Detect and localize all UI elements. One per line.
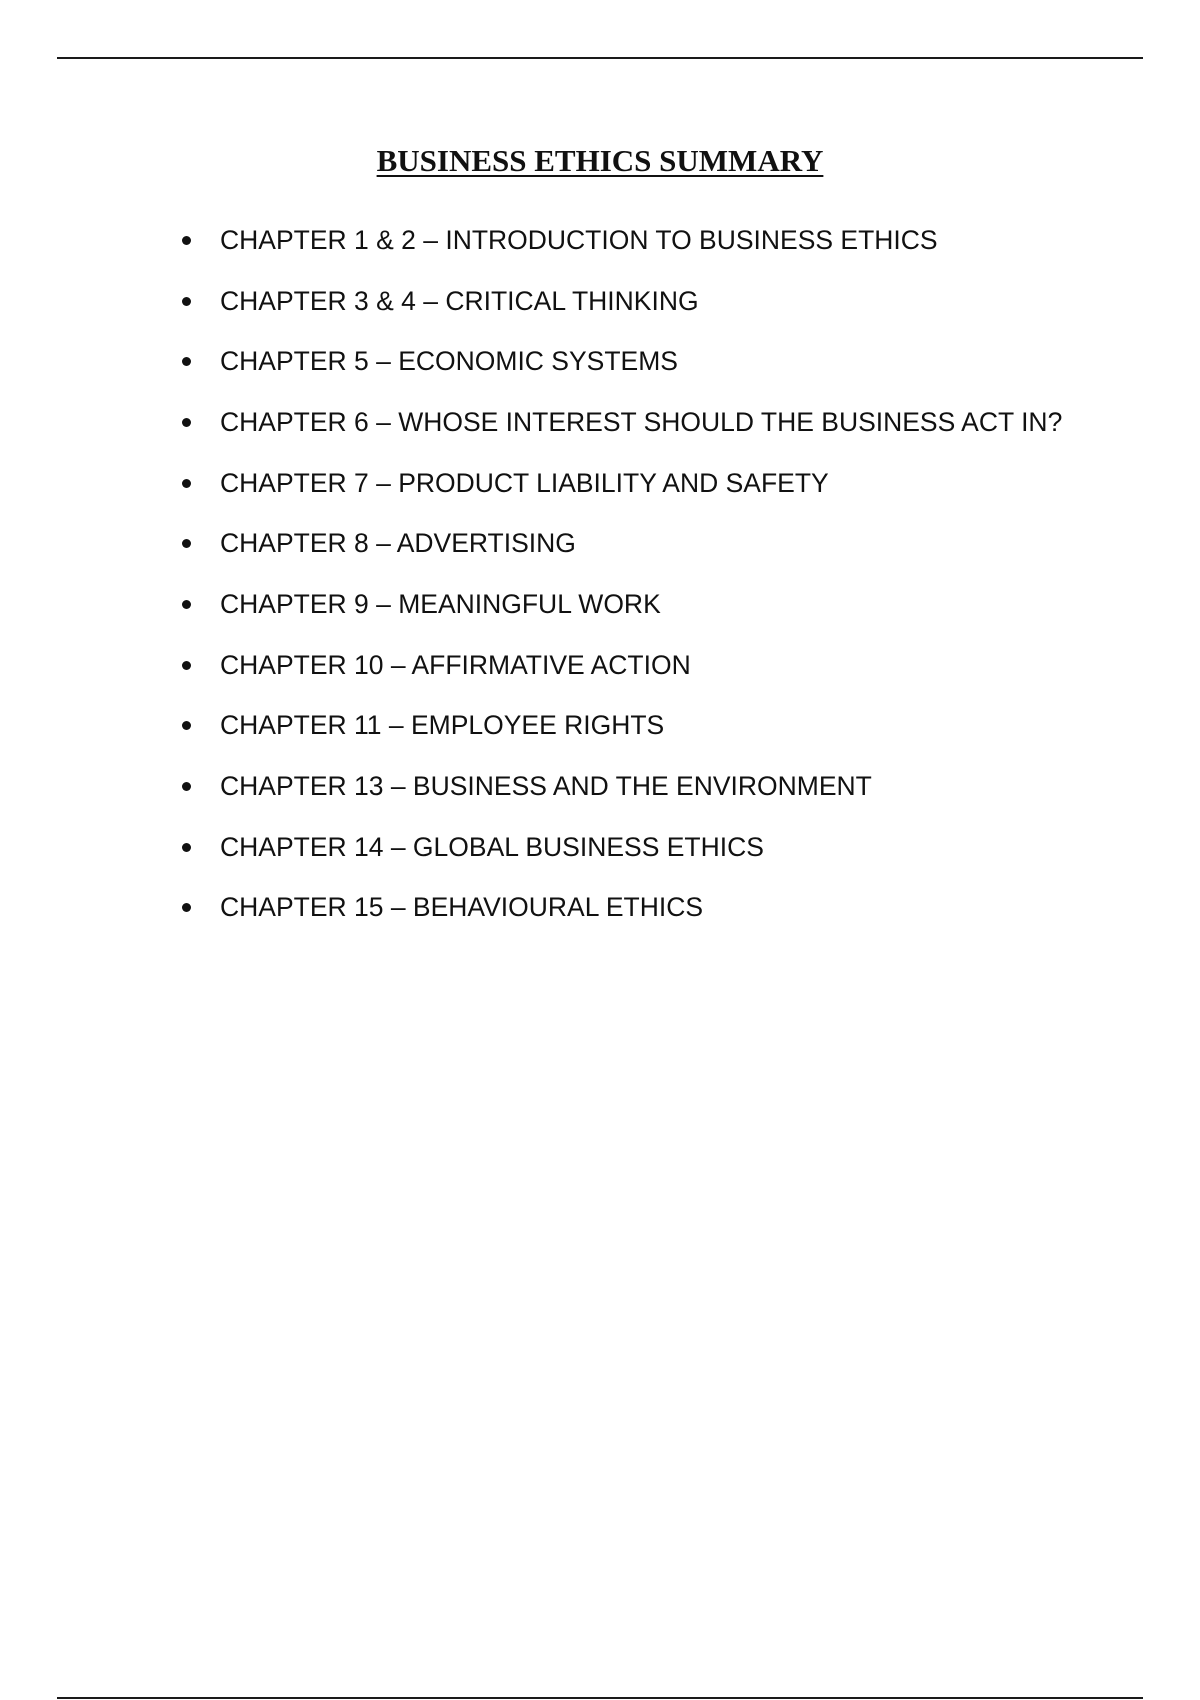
chapter-label: CHAPTER 9 – MEANINGFUL WORK xyxy=(220,588,661,619)
list-item xyxy=(180,756,1140,817)
list-item xyxy=(180,210,1140,271)
list-item xyxy=(180,635,1140,696)
page-title-text: BUSINESS ETHICS SUMMARY xyxy=(376,143,824,178)
page-title xyxy=(0,142,1200,180)
list-item xyxy=(180,271,1140,332)
bullet-icon xyxy=(182,357,191,366)
list-item xyxy=(180,453,1140,514)
chapter-label: CHAPTER 10 – AFFIRMATIVE ACTION xyxy=(220,649,691,680)
chapter-label: CHAPTER 3 & 4 – CRITICAL THINKING xyxy=(220,285,699,316)
list-item xyxy=(180,817,1140,878)
chapter-label: CHAPTER 7 – PRODUCT LIABILITY AND SAFETY xyxy=(220,467,829,498)
chapter-label: CHAPTER 11 – EMPLOYEE RIGHTS xyxy=(220,710,665,741)
footer-rule xyxy=(57,1697,1143,1699)
header-rule xyxy=(57,57,1143,59)
bullet-icon xyxy=(182,661,191,670)
bullet-icon xyxy=(182,843,191,852)
chapter-label: CHAPTER 14 – GLOBAL BUSINESS ETHICS xyxy=(220,831,764,862)
list-item xyxy=(180,574,1140,635)
bullet-icon xyxy=(182,297,191,306)
list-item xyxy=(180,696,1140,757)
list-item xyxy=(180,331,1140,392)
chapter-list xyxy=(180,210,1140,938)
chapter-label: CHAPTER 13 – BUSINESS AND THE ENVIRONMENT xyxy=(220,771,872,802)
bullet-icon xyxy=(182,782,191,791)
bullet-icon xyxy=(182,903,191,912)
bullet-icon xyxy=(182,236,191,245)
list-item xyxy=(180,392,1140,453)
chapter-label: CHAPTER 8 – ADVERTISING xyxy=(220,528,576,559)
chapter-label: CHAPTER 5 – ECONOMIC SYSTEMS xyxy=(220,346,678,377)
chapter-label: CHAPTER 6 – WHOSE INTEREST SHOULD THE BUSINESS ACT IN? xyxy=(220,406,1063,437)
list-item xyxy=(180,878,1140,939)
chapter-label: CHAPTER 15 – BEHAVIOURAL ETHICS xyxy=(220,892,704,923)
chapter-label: CHAPTER 1 & 2 – INTRODUCTION TO BUSINESS ETHICS xyxy=(220,224,938,255)
list-item xyxy=(180,513,1140,574)
bullet-icon xyxy=(182,539,191,548)
bullet-icon xyxy=(182,600,191,609)
bullet-icon xyxy=(182,479,191,488)
bullet-icon xyxy=(182,418,191,427)
bullet-icon xyxy=(182,721,191,730)
